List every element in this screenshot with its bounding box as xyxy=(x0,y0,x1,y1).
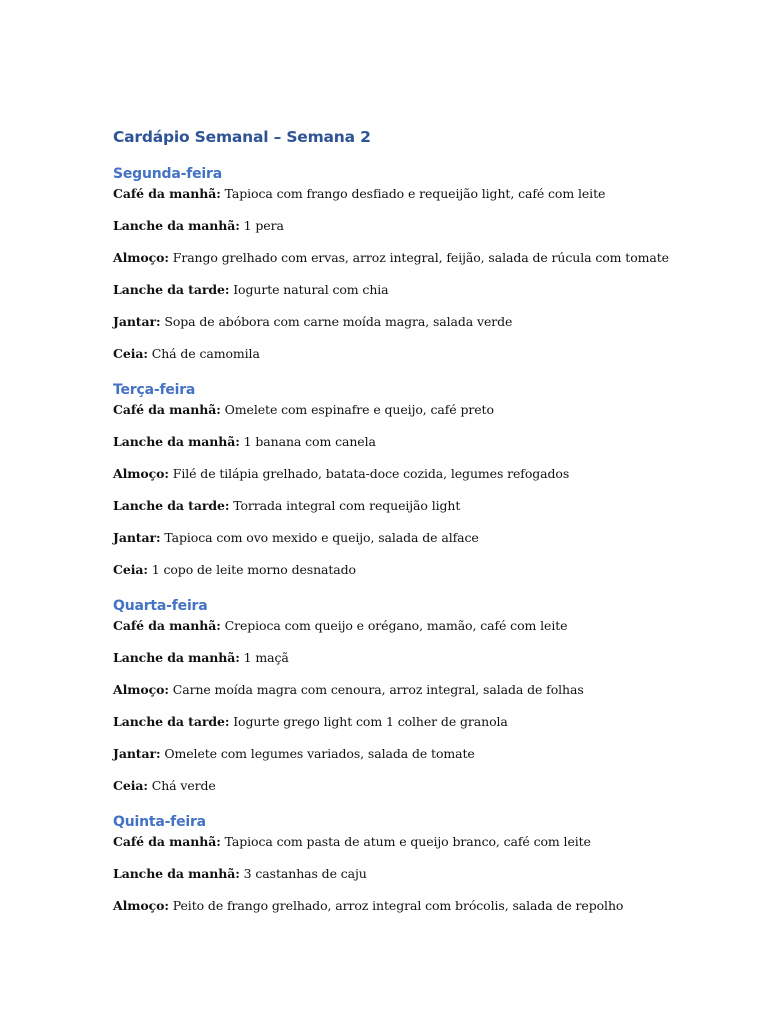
meal-description: Chá de camomila xyxy=(147,346,260,361)
meal-description: Iogurte natural com chia xyxy=(229,282,389,297)
meal-label: Lanche da tarde: xyxy=(113,498,230,513)
day-section xyxy=(113,811,673,929)
meal-line xyxy=(113,561,673,593)
document-body xyxy=(113,125,673,929)
meal-description: Iogurte grego light com 1 colher de granola xyxy=(229,714,508,729)
meal-label: Jantar: xyxy=(113,746,161,761)
meal-description: Chá verde xyxy=(147,778,216,793)
meal-line xyxy=(113,465,673,497)
meal-line xyxy=(113,713,673,745)
meal-label: Almoço: xyxy=(113,682,169,697)
meal-description: Filé de tilápia grelhado, batata-doce cozida, legumes refogados xyxy=(168,466,570,481)
meal-description: Carne moída magra com cenoura, arroz integral, salada de folhas xyxy=(168,682,584,697)
meal-line xyxy=(113,617,673,649)
day-heading: Quinta-feira xyxy=(113,814,206,830)
meal-line xyxy=(113,185,673,217)
meal-line xyxy=(113,649,673,681)
meal-line xyxy=(113,777,673,809)
day-section xyxy=(113,379,673,593)
meal-description: Omelete com legumes variados, salada de tomate xyxy=(160,746,475,761)
meal-description: Crepioca com queijo e orégano, mamão, café com leite xyxy=(220,618,568,633)
meal-label: Jantar: xyxy=(113,530,161,545)
meal-label: Almoço: xyxy=(113,250,169,265)
meal-label: Lanche da manhã: xyxy=(113,650,240,665)
day-section xyxy=(113,595,673,809)
day-heading: Quarta-feira xyxy=(113,598,208,614)
meal-description: 1 copo de leite morno desnatado xyxy=(147,562,356,577)
meal-description: Peito de frango grelhado, arroz integral com brócolis, salada de repolho xyxy=(168,898,624,913)
meal-description: Tapioca com ovo mexido e queijo, salada de alface xyxy=(160,530,479,545)
meal-label: Café da manhã: xyxy=(113,186,221,201)
meal-description: 1 banana com canela xyxy=(239,434,376,449)
day-heading: Segunda-feira xyxy=(113,166,222,182)
meal-description: 1 maçã xyxy=(239,650,289,665)
meal-description: 1 pera xyxy=(239,218,284,233)
meal-label: Lanche da manhã: xyxy=(113,434,240,449)
document-title: Cardápio Semanal – Semana 2 xyxy=(113,128,371,146)
meal-description: Tapioca com pasta de atum e queijo branco, café com leite xyxy=(220,834,591,849)
meal-description: Tapioca com frango desfiado e requeijão light, café com leite xyxy=(220,186,606,201)
meal-label: Lanche da tarde: xyxy=(113,714,230,729)
meal-label: Jantar: xyxy=(113,314,161,329)
meal-label: Ceia: xyxy=(113,346,148,361)
meal-line xyxy=(113,345,673,377)
meal-label: Ceia: xyxy=(113,562,148,577)
meal-label: Café da manhã: xyxy=(113,618,221,633)
meal-label: Almoço: xyxy=(113,466,169,481)
meal-line xyxy=(113,897,673,929)
meal-line xyxy=(113,681,673,713)
meal-line xyxy=(113,217,673,249)
meal-label: Lanche da manhã: xyxy=(113,866,240,881)
meal-label: Café da manhã: xyxy=(113,402,221,417)
meal-line xyxy=(113,313,673,345)
meal-line xyxy=(113,249,673,281)
meal-label: Lanche da tarde: xyxy=(113,282,230,297)
meal-label: Ceia: xyxy=(113,778,148,793)
meal-line xyxy=(113,529,673,561)
meal-line xyxy=(113,281,673,313)
meal-line xyxy=(113,833,673,865)
meal-line xyxy=(113,497,673,529)
meal-line xyxy=(113,745,673,777)
meal-line xyxy=(113,433,673,465)
meal-label: Café da manhã: xyxy=(113,834,221,849)
meal-description: Torrada integral com requeijão light xyxy=(229,498,461,513)
meal-label: Lanche da manhã: xyxy=(113,218,240,233)
meal-line xyxy=(113,865,673,897)
meal-line xyxy=(113,401,673,433)
meal-description: 3 castanhas de caju xyxy=(239,866,367,881)
meal-description: Omelete com espinafre e queijo, café preto xyxy=(220,402,494,417)
meal-description: Frango grelhado com ervas, arroz integral, feijão, salada de rúcula com tomate xyxy=(168,250,669,265)
days-container xyxy=(113,163,673,929)
day-heading: Terça-feira xyxy=(113,382,196,398)
meal-description: Sopa de abóbora com carne moída magra, salada verde xyxy=(160,314,513,329)
meal-label: Almoço: xyxy=(113,898,169,913)
day-section xyxy=(113,163,673,377)
